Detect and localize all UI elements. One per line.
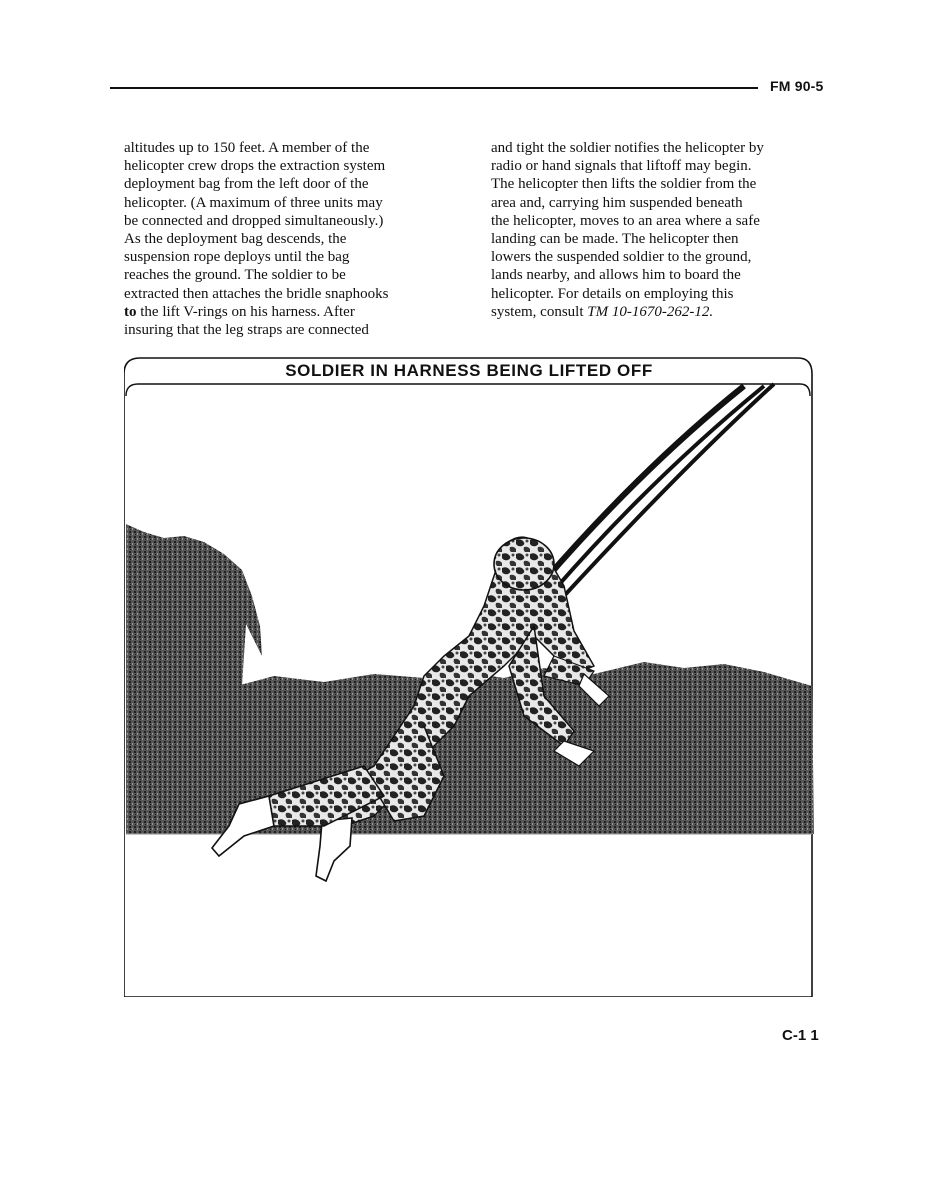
title-divider <box>126 384 810 396</box>
text-line: The helicopter then lifts the soldier from the <box>491 176 757 193</box>
text-line: suspension rope deploys until the bag <box>124 249 350 266</box>
text-line: and tight the soldier notifies the helicopter by <box>491 140 764 156</box>
lift-rope <box>544 386 744 581</box>
lift-rope <box>556 386 764 588</box>
boot <box>316 818 352 881</box>
tree-silhouette <box>126 524 262 686</box>
text-line-rest: the lift V-rings on his harness. After <box>140 303 355 320</box>
bold-word: to <box>124 303 137 320</box>
text-line: the helicopter, moves to an area where a safe <box>491 212 760 229</box>
text-line: helicopter crew drops the extraction system <box>124 158 386 175</box>
tm-reference: TM 10-1670-262-12. <box>587 303 714 320</box>
left-column <box>124 139 448 339</box>
text-line: be connected and dropped simultaneously.) <box>124 212 384 229</box>
text-line: reaches the ground. The soldier to be <box>124 267 346 284</box>
page-number: C-1 1 <box>782 1027 819 1044</box>
helmet <box>494 538 554 590</box>
text-line: insuring that the leg straps are connected <box>124 322 369 339</box>
text-line: helicopter. (A maximum of three units may <box>124 194 383 211</box>
text-line: helicopter. For details on employing this <box>491 285 734 302</box>
text-line: lands nearby, and allows him to board the <box>491 267 741 284</box>
text-line-start: system, consult <box>491 303 584 320</box>
text-line <box>491 303 815 321</box>
header-rule <box>110 87 758 89</box>
figure-title: SOLDIER IN HARNESS BEING LIFTED OFF <box>285 361 653 380</box>
text-line: deployment bag from the left door of the <box>124 176 369 193</box>
doc-id: FM 90-5 <box>770 78 824 94</box>
text-line: radio or hand signals that liftoff may begin. <box>491 158 752 175</box>
text-line: As the deployment bag descends, the <box>124 231 347 248</box>
text-line: extracted then attaches the bridle snaphooks <box>124 285 389 302</box>
text-line: lowers the suspended soldier to the ground, <box>491 249 752 266</box>
right-column <box>491 139 815 321</box>
text-line: altitudes up to 150 feet. A member of the <box>124 140 370 156</box>
text-line: landing can be made. The helicopter then <box>491 231 739 248</box>
text-line <box>124 303 448 321</box>
figure <box>124 356 814 997</box>
text-line: area and, carrying him suspended beneath <box>491 194 743 211</box>
lift-rope <box>564 384 774 596</box>
figure-illustration <box>124 356 814 997</box>
